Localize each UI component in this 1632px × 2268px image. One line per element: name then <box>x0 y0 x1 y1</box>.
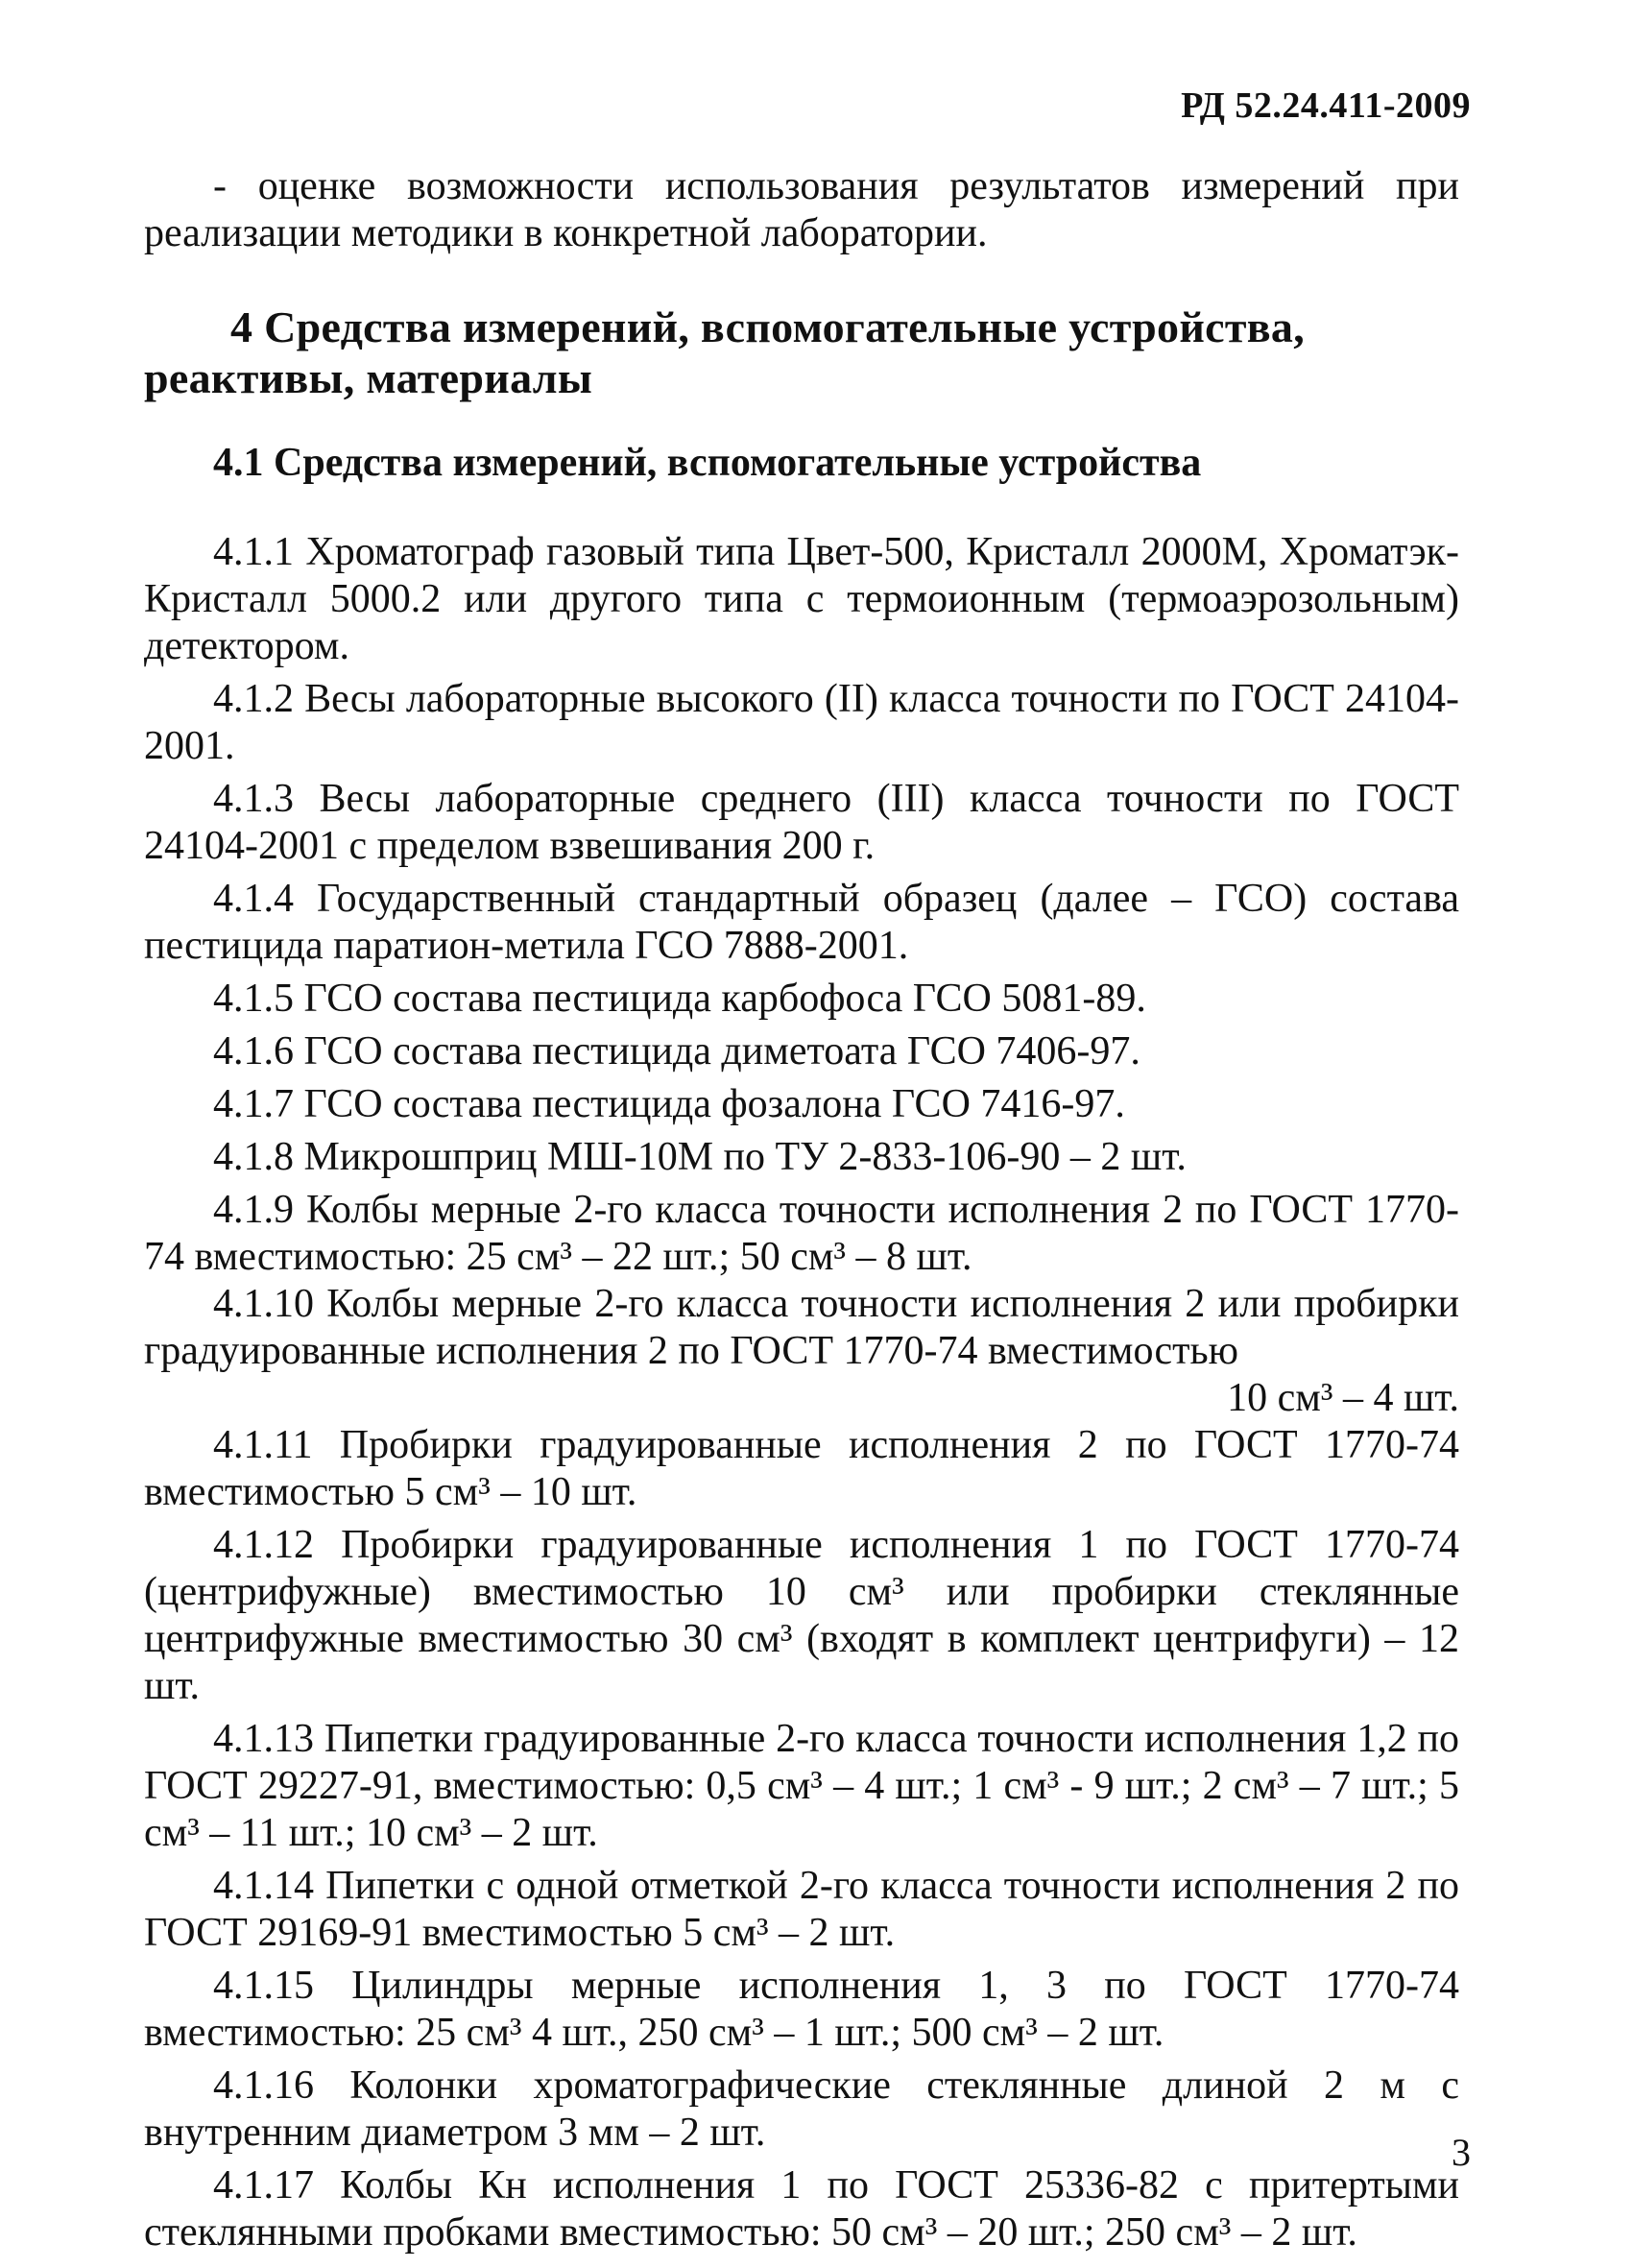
list-item: 4.1.8 Микрошприц МШ-10М по ТУ 2-833-106-90 – 2 шт. <box>213 1135 1187 1179</box>
list-item-tail: 10 см³ – 4 шт. <box>1227 1376 1459 1420</box>
page-body <box>144 163 1459 2256</box>
list-item: 4.1.1 Хроматограф газовый типа Цвет-500, Кристалл 2000М, Хроматэк-Кристалл 5000.2 или другого типа с термоионным (термоаэрозольным) детектором. <box>144 530 1459 668</box>
page-number: 3 <box>1452 2131 1471 2174</box>
list-item: 4.1.14 Пипетки с одной отметкой 2-го класса точности исполнения 2 по ГОСТ 29169-91 вместимостью 5 см³ – 2 шт. <box>144 1864 1459 1955</box>
document-code: РД 52.24.411-2009 <box>1181 85 1471 126</box>
list-item: 4.1.17 Колбы Кн исполнения 1 по ГОСТ 25336-82 с притертыми стеклянными пробками вместимостью: 50 см³ – 20 шт.; 250 см³ – 2 шт. <box>144 2163 1459 2255</box>
list-item: 4.1.12 Пробирки градуированные исполнения 1 по ГОСТ 1770-74 (центрифужные) вместимостью 10 см³ или пробирки стеклянные центрифужные вместимостью 30 см³ (входят в комплект центрифуги) – 12 шт. <box>144 1523 1459 1708</box>
list-item: 4.1.16 Колонки хроматографические стеклянные длиной 2 м с внутренним диаметром 3 мм – 2 шт. <box>144 2063 1459 2155</box>
list-item: 4.1.3 Весы лабораторные среднего (III) класса точности по ГОСТ 24104-2001 с пределом взвешивания 200 г. <box>144 777 1459 868</box>
list-item: 4.1.9 Колбы мерные 2-го класса точности исполнения 2 по ГОСТ 1770-74 вместимостью: 25 см³ – 22 шт.; 50 см³ – 8 шт. <box>144 1188 1459 1279</box>
list-item: 4.1.7 ГСО состава пестицида фозалона ГСО 7416-97. <box>213 1082 1125 1126</box>
list-item <box>144 1281 1459 1422</box>
intro-paragraph: - оценке возможности использования результатов измерений при реализации методики в конкретной лаборатории. <box>144 164 1459 255</box>
list-item: 4.1.15 Цилиндры мерные исполнения 1, 3 по ГОСТ 1770-74 вместимостью: 25 см³ 4 шт., 250 см³ – 1 шт.; 500 см³ – 2 шт. <box>144 1964 1459 2055</box>
list-item: 4.1.4 Государственный стандартный образец (далее – ГСО) состава пестицида паратион-метила ГСО 7888-2001. <box>144 877 1459 968</box>
list-item: 4.1.2 Весы лабораторные высокого (II) класса точности по ГОСТ 24104-2001. <box>144 677 1459 768</box>
list-item-text: 4.1.10 Колбы мерные 2-го класса точности исполнения 2 или пробирки градуированные исполнения 2 по ГОСТ 1770-74 вместимостью <box>144 1282 1459 1373</box>
list-item: 4.1.6 ГСО состава пестицида диметоата ГСО 7406-97. <box>213 1029 1140 1074</box>
subsection-title: 4.1 Средства измерений, вспомогательные устройства <box>213 441 1202 485</box>
list-item: 4.1.13 Пипетки градуированные 2-го класса точности исполнения 1,2 по ГОСТ 29227-91, вместимостью: 0,5 см³ – 4 шт.; 1 см³ - 9 шт.; 2 см³ – 7 шт.; 5 см³ – 11 шт.; 10 см³ – 2 шт. <box>144 1717 1459 1855</box>
list-item: 4.1.5 ГСО состава пестицида карбофоса ГСО 5081-89. <box>213 977 1146 1021</box>
list-item: 4.1.11 Пробирки градуированные исполнения 2 по ГОСТ 1770-74 вместимостью 5 см³ – 10 шт. <box>144 1423 1459 1514</box>
section-title: 4 Средства измерений, вспомогательные устройства, реактивы, материалы <box>144 302 1305 402</box>
